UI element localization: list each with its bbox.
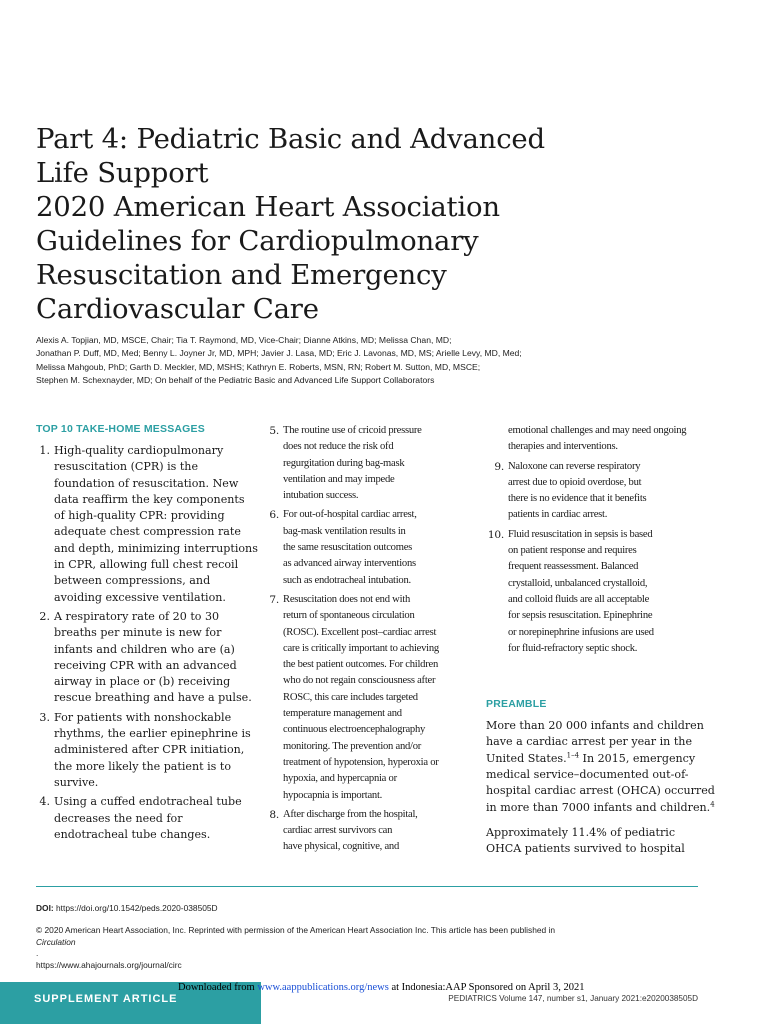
author-list: [36, 334, 696, 388]
column-1: [36, 423, 258, 846]
item-number: 10.: [487, 528, 504, 541]
text-line: in CPR, allowing full chest recoil: [54, 558, 239, 572]
text-line: ventilation and may impede: [283, 473, 395, 485]
preamble-paragraph-1: [486, 718, 715, 816]
title-line: Cardiovascular Care: [36, 293, 319, 325]
text-line: avoiding excessive ventilation.: [54, 590, 226, 604]
text-line: ROSC, this care includes targeted: [283, 691, 418, 703]
text-line: frequent reassessment. Balanced: [508, 561, 639, 573]
text-line: continuous electroencephalography: [283, 724, 426, 736]
journal-url[interactable]: https://www.ahajournals.org/journal/circ: [36, 959, 182, 970]
title-line: Guidelines for Cardiopulmonary: [36, 225, 479, 257]
text-line: breaths per minute is new for: [54, 626, 222, 640]
text-line: does not reduce the risk ofd: [283, 441, 394, 453]
text-line: Resuscitation does not end with: [283, 593, 411, 605]
text-line: A respiratory rate of 20 to 30: [54, 609, 220, 623]
text-line: OHCA patients survived to hospital: [486, 842, 685, 856]
text-line: and depth, minimizing interruptions: [54, 541, 258, 555]
footer-divider: [36, 886, 698, 887]
text-line: care is critically important to achieving: [283, 642, 439, 654]
text-line: decreases the need for: [54, 811, 183, 825]
doi-label: DOI:: [36, 903, 54, 913]
doi: [36, 903, 218, 913]
text-line: emotional challenges and may need: [508, 425, 651, 436]
text-line: patients in cardiac arrest.: [508, 509, 608, 521]
article-title: [36, 122, 716, 326]
text-line: treatment of hypotension, hyperoxia or: [283, 756, 439, 768]
text-line: as advanced airway interventions: [283, 558, 416, 570]
text-line: resuscitation (CPR) is the: [54, 460, 199, 474]
text-line: More than 20 000 infants and children: [486, 719, 704, 733]
text-line: Using a cuffed endotracheal tube: [54, 795, 242, 809]
text-line: regurgitation during bag-mask: [283, 457, 405, 469]
message-item: [36, 609, 250, 707]
author-line: Jonathan P. Duff, MD, Med; Benny L. Joyner Jr, MD, MPH; Javier J. Lasa, MD; Eric J. Lavonas, MD, MS; Arielle Levy, MD, Med;: [36, 348, 522, 359]
doi-link[interactable]: https://doi.org/10.1542/peds.2020-038505D: [53, 903, 218, 913]
preamble-heading: PREAMBLE: [486, 698, 547, 711]
download-notice: Downloaded from www.aappublications.org/news at Indonesia:AAP Sponsored on April 3, 2021: [178, 982, 585, 993]
text-line: in more than 7000 infants and children.$^4$: [486, 799, 715, 814]
text-line: for fluid-refractory septic shock.: [508, 642, 638, 654]
message-8-continued: [486, 423, 700, 456]
title-line: Part 4: Pediatric Basic and Advanced: [36, 123, 545, 155]
text-line: crystalloid, unbalanced crystalloid,: [508, 577, 648, 589]
text-line: hypoxia, and hypercapnia or: [283, 773, 397, 785]
text-line: rescue breathing and have a pulse.: [54, 691, 252, 705]
text-line: (ROSC). Excellent post–cardiac arrest: [283, 626, 437, 638]
text-line: receiving CPR with an advanced: [54, 658, 237, 672]
message-item: [36, 710, 250, 791]
message-list: [265, 423, 477, 856]
title-line: 2020 American Heart Association: [36, 191, 500, 223]
author-line: Melissa Mahgoub, PhD; Garth D. Meckler, MD, MSHS; Kathryn E. Roberts, MSN, RN; Robert M. Sutton, MD, MSCE;: [36, 361, 481, 372]
text-line: hypocapnia is important.: [283, 789, 383, 801]
title-line: Life Support: [36, 157, 209, 189]
text-line: have a cardiac arrest per year in the: [486, 735, 693, 749]
text-line: airway in place or (b) receiving: [54, 675, 231, 689]
text-line: who do not regain consciousness after: [283, 675, 436, 687]
text-line: infants and children who are (a): [54, 642, 235, 656]
message-item: [486, 459, 700, 524]
text-line: for sepsis resuscitation. Epinephrine: [508, 610, 653, 622]
text-line: of high-quality CPR: providing: [54, 509, 225, 523]
author-line: Stephen M. Schexnayder, MD; On behalf of the Pediatric Basic and Advanced Life Support Collaborators: [36, 375, 435, 386]
message-item: [265, 423, 477, 504]
message-item: [36, 794, 250, 843]
journal-citation: PEDIATRICS Volume 147, number s1, January 2021:e2020038505D: [448, 994, 698, 1003]
copyright-notice: [36, 925, 716, 971]
preamble-paragraph-2: [486, 825, 700, 858]
citation-ref: 1–4: [566, 751, 580, 760]
text-line: the same resuscitation outcomes: [283, 542, 413, 554]
text-line: cardiac arrest survivors can: [283, 825, 393, 837]
text-line: United States.$^{1-4}$ In 2015, emergency: [486, 751, 696, 765]
message-item: [265, 507, 477, 588]
text-line: After discharge from the hospital,: [283, 808, 418, 820]
text-line: the more likely the patient is to: [54, 759, 232, 773]
message-list: [36, 443, 258, 843]
message-item: [486, 527, 700, 657]
text-line: data reaffirm the key components: [54, 492, 245, 506]
text-line: Naloxone can reverse respiratory: [508, 460, 641, 472]
title-line: Resuscitation and Emergency: [36, 259, 447, 291]
text-line: have physical, cognitive, and: [283, 841, 400, 853]
text-line: bag-mask ventilation results in: [283, 525, 406, 537]
text-line: on patient response and requires: [508, 545, 637, 557]
column-2: [265, 423, 477, 859]
message-item: [36, 443, 258, 606]
text-line: return of spontaneous circulation: [283, 610, 415, 622]
column-3: [486, 423, 715, 867]
item-number: 4.: [39, 795, 50, 809]
text-line: or norepinephrine infusions are used: [508, 626, 654, 638]
text-line: For patients with nonshockable: [54, 710, 232, 724]
text-line: Fluid resuscitation in sepsis is based: [508, 528, 653, 540]
text-line: and colloid fluids are all acceptable: [508, 593, 650, 605]
text-line: ongoing therapies and interventions.: [508, 425, 687, 453]
text-line: For out-of-hospital cardiac arrest,: [283, 509, 417, 521]
message-item: [265, 592, 477, 804]
text-line: adequate chest compression rate: [54, 525, 241, 539]
text-line: temperature management and: [283, 708, 402, 720]
message-item: [265, 807, 477, 856]
text-line: administered after CPR initiation,: [54, 743, 245, 757]
author-line: Alexis A. Topjian, MD, MSCE, Chair; Tia T. Raymond, MD, Vice-Chair; Dianne Atkins, MD; Melissa Chan, MD;: [36, 335, 452, 345]
item-number: 7.: [269, 593, 279, 606]
text-line: endotracheal tube changes.: [54, 827, 211, 841]
text-line: between compressions, and: [54, 574, 211, 588]
text-line: medical service–documented out-of-: [486, 768, 689, 782]
copyright-line: © 2020 American Heart Association, Inc. Reprinted with permission of the American Heart Association Inc. This article has been published in Circulation .: [36, 925, 556, 958]
item-number: 5.: [269, 425, 279, 437]
item-number: 2.: [39, 609, 50, 623]
text-line: arrest due to opioid overdose, but: [508, 476, 642, 488]
message-list: [486, 459, 700, 658]
text-line: survive.: [54, 775, 99, 789]
supplement-label: SUPPLEMENT ARTICLE: [34, 993, 178, 1005]
text-line: High-quality cardiopulmonary: [54, 444, 224, 457]
text-line: such as endotracheal intubation.: [283, 574, 411, 586]
item-number: 9.: [494, 460, 504, 473]
download-link[interactable]: www.aappublications.org/news: [257, 982, 389, 993]
citation-ref: 4: [710, 799, 715, 808]
item-number: 8.: [269, 808, 279, 821]
item-number: 6.: [269, 509, 279, 522]
text-line: monitoring. The prevention and/or: [283, 740, 422, 752]
item-number: 1.: [39, 444, 50, 457]
text-line: The routine use of cricoid pressure: [283, 425, 422, 436]
top10-heading: TOP 10 TAKE-HOME MESSAGES: [36, 423, 205, 435]
text-line: foundation of resuscitation. New: [54, 476, 239, 490]
text-line: intubation success.: [283, 490, 359, 502]
item-number: 3.: [39, 710, 50, 724]
text-line: Approximately 11.4% of pediatric: [486, 825, 676, 839]
text-line: the best patient outcomes. For children: [283, 659, 439, 671]
text-line: there is no evidence that it benefits: [508, 493, 647, 505]
text-line: hospital cardiac arrest (OHCA) occurred: [486, 784, 715, 798]
text-line: rhythms, the earlier epinephrine is: [54, 727, 251, 741]
